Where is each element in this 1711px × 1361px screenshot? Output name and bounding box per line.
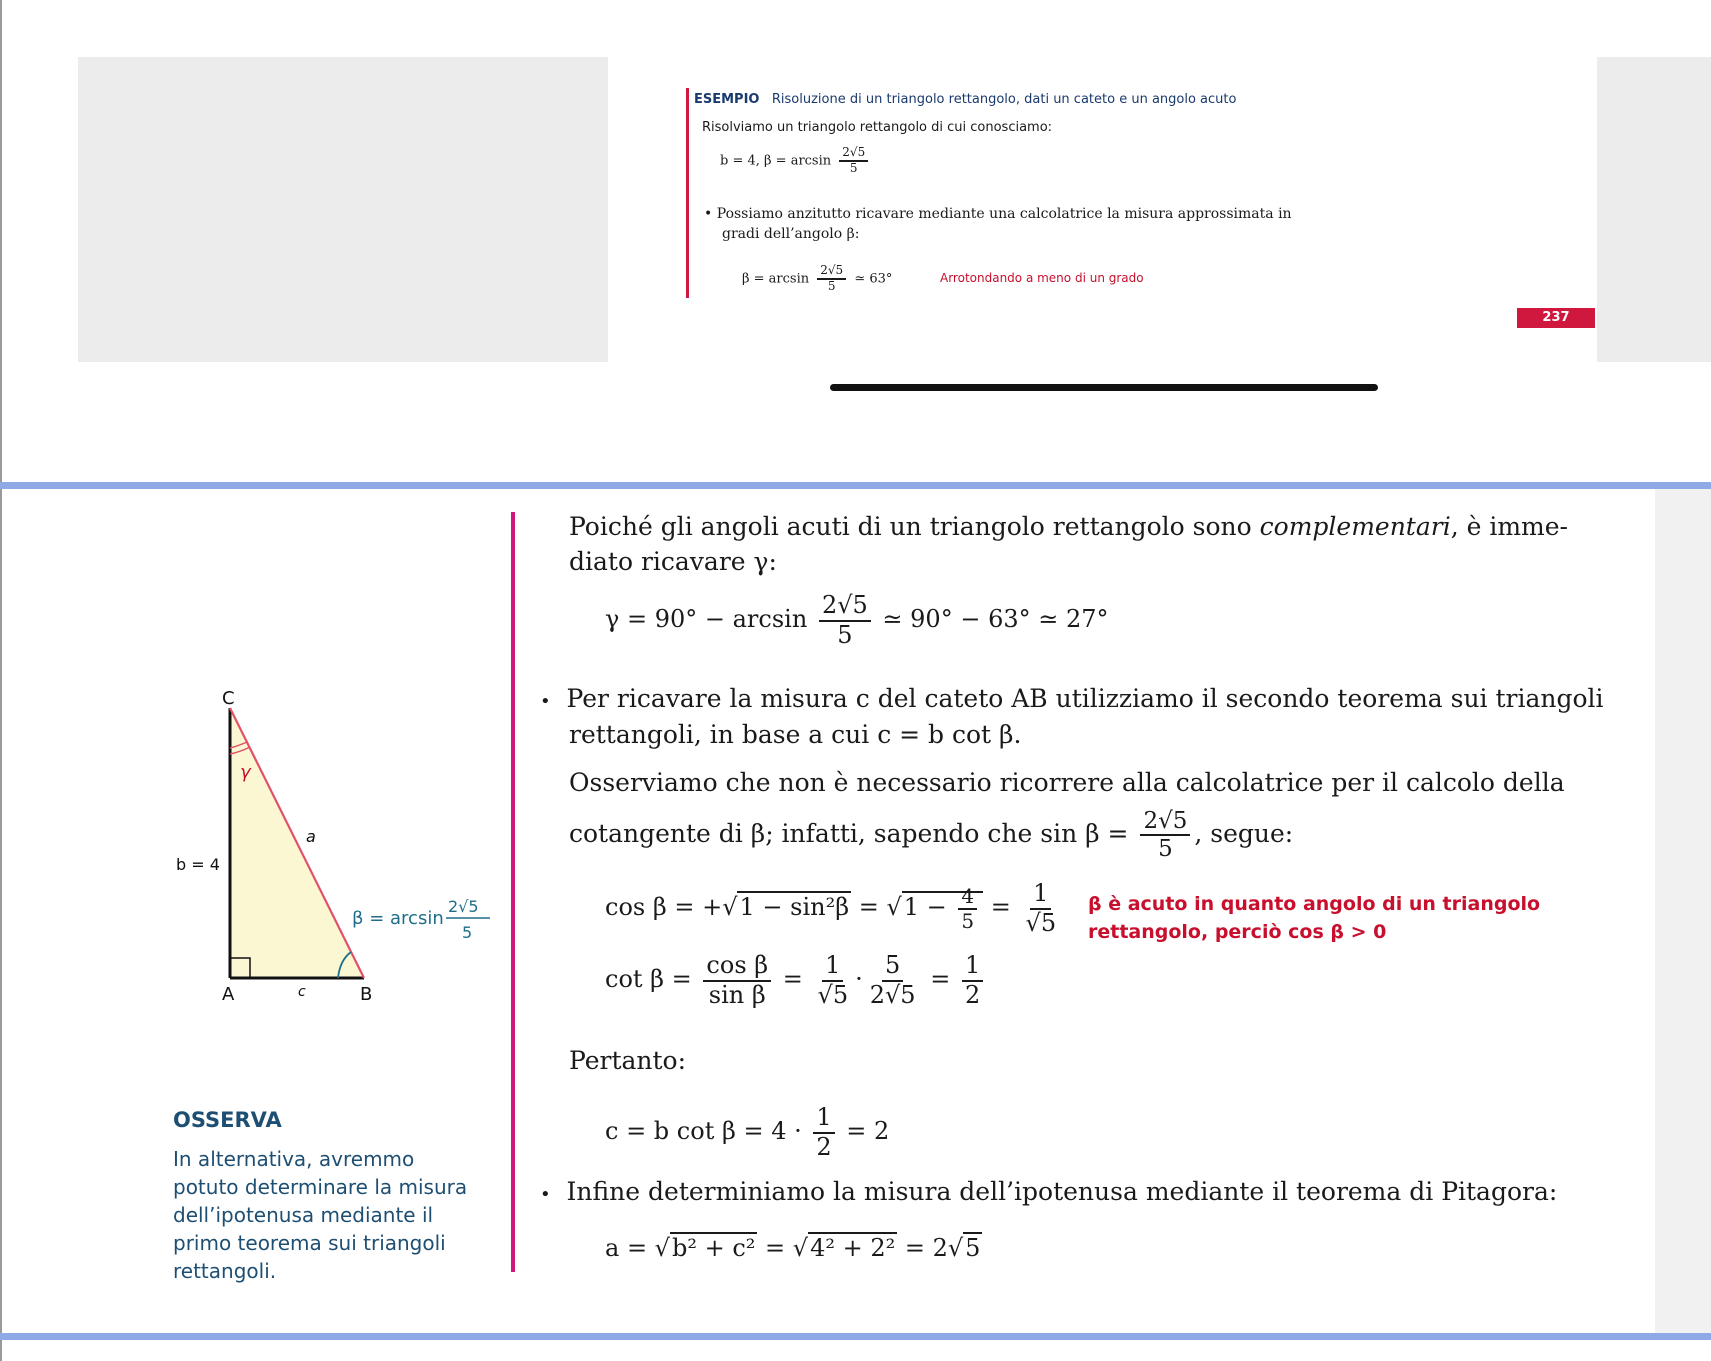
home-indicator-bar[interactable] (830, 384, 1378, 391)
hypotenuse-label: a (306, 827, 316, 846)
cot-f2-den: √5 (817, 980, 849, 1009)
observe-line2-a: cotangente di β; infatti, sapendo che sin β = (569, 818, 1129, 848)
osserva-body (173, 1145, 467, 1285)
para1-emphasis: complementari (1259, 512, 1451, 541)
cot-frac-3 (867, 952, 919, 1009)
cos-inner-fraction (958, 885, 977, 933)
cot-eq-1: = (782, 965, 803, 994)
sin-frac-num: 2√5 (1140, 808, 1190, 836)
c-formula (605, 1104, 889, 1161)
vertex-a-label: A (222, 984, 235, 1005)
side-b-label: b = 4 (176, 855, 220, 874)
cos-result-den: √5 (1025, 908, 1057, 937)
a-root1: b² + c² (671, 1234, 756, 1262)
gamma-frac-den: 5 (837, 620, 853, 649)
osserva-line: rettangoli. (173, 1259, 277, 1283)
side-c-label: c (298, 984, 306, 1000)
a-eq-1: = (765, 1234, 786, 1262)
cos-result-num: 1 (1030, 880, 1051, 910)
c-lhs: c = b cot β = 4 · (605, 1117, 802, 1146)
top-bullet-line-1: Possiamo anzitutto ricavare mediante una calcolatrice la misura approssimata in (716, 206, 1292, 222)
page-number-badge: 237 (1517, 308, 1595, 328)
observe-line2-b: , segue: (1194, 818, 1294, 848)
cos-eq-1: = (858, 893, 879, 922)
a-rhs: = 2 (904, 1234, 948, 1262)
given-lhs: b = 4, β = arcsin (720, 153, 832, 169)
bullet2-line2: rettangoli, in base a cui c = b cot β. (569, 720, 1022, 749)
top-bullet: • Possiamo anzitutto ricavare mediante una calcolatrice la misura approssimata in (704, 206, 1292, 222)
gamma-rhs: ≃ 90° − 63° ≃ 27° (882, 605, 1109, 634)
next-page-thumbnail[interactable] (1597, 57, 1711, 362)
top-formula-lhs: β = arcsin (742, 271, 810, 287)
top-frac-den: 5 (827, 278, 836, 293)
given-data (720, 146, 872, 176)
top-formula-rhs: ≃ 63° (854, 271, 893, 287)
example-heading (694, 92, 1236, 107)
osserva-title: OSSERVA (173, 1108, 282, 1132)
paragraph-complementary (569, 510, 1568, 544)
a-lhs: a = (605, 1234, 648, 1262)
cos-root2-a: 1 − (903, 893, 947, 922)
page-separator-bottom (0, 1333, 1711, 1340)
cot-f4-num: 1 (962, 952, 983, 982)
osserva-line: In alternativa, avremmo (173, 1147, 415, 1171)
osserva-line: dell’ipotenusa mediante il (173, 1203, 434, 1227)
bullet3-text: Infine determiniamo la misura dell’ipotenusa mediante il teorema di Pitagora: (566, 1177, 1558, 1206)
beta-label: β = arcsin (352, 908, 444, 929)
vertex-c-label: C (222, 690, 235, 709)
osserva-line: potuto determinare la misura (173, 1175, 468, 1199)
bullet-cot-theorem (540, 682, 1604, 719)
cot-frac-1 (703, 952, 771, 1009)
gamma-lhs: γ = 90° − arcsin (605, 605, 808, 634)
example-tag: ESEMPIO (694, 92, 760, 107)
cot-eq-2: = (930, 965, 951, 994)
cot-f1-den: sin β (708, 980, 766, 1009)
given-frac-den: 5 (849, 160, 858, 175)
a-root2: 4² + 2² (810, 1234, 896, 1262)
given-frac-num: 2√5 (839, 146, 868, 162)
main-magenta-bar (511, 512, 515, 1272)
para1-text-a: Poiché gli angoli acuti di un triangolo rettangolo sono (569, 512, 1260, 541)
cos-inner-den: 5 (961, 908, 975, 933)
example-intro: Risolviamo un triangolo rettangolo di cui conosciamo: (702, 120, 1053, 135)
cos-root1: 1 − sin²β (739, 893, 850, 922)
cot-f3-num: 5 (882, 952, 903, 982)
cot-f1-num: cos β (703, 952, 771, 982)
cot-lhs: cot β = (605, 965, 692, 994)
example-title: Risoluzione di un triangolo rettangolo, dati un cateto e un angolo acuto (771, 92, 1237, 107)
cos-result-fraction (1023, 880, 1060, 937)
cot-f2-num: 1 (822, 952, 843, 982)
bullet2-line1: Per ricavare la misura c del cateto AB utilizziamo il secondo teorema sui triangoli (566, 684, 1604, 713)
cos-root2 (902, 883, 983, 933)
a-formula: a = √b² + c² = √4² + 2² = 2√5 (605, 1234, 981, 1262)
cot-frac-2 (815, 952, 852, 1009)
cos-inner-num: 4 (958, 885, 977, 910)
right-margin-strip (1655, 489, 1711, 1333)
observe-line2 (569, 808, 1293, 863)
para1-text-b: , è imme- (1450, 512, 1569, 541)
cot-frac-4 (962, 952, 983, 1009)
cos-lhs: cos β = + (605, 893, 723, 922)
cot-formula: cot β = $\frac{\text{cos β}}{\text{sin β}}$ = $\frac{1}{√5}$ · $\frac{5}{2√5}$ = $\frac{1}{2}$ (605, 952, 987, 1009)
osserva-line: primo teorema sui triangoli (173, 1231, 446, 1255)
pertanto-label: Pertanto: (569, 1046, 687, 1075)
c-rhs: = 2 (846, 1117, 890, 1146)
c-frac-den: 2 (816, 1132, 832, 1161)
right-triangle-figure (160, 690, 510, 1020)
gamma-formula (605, 592, 1109, 649)
c-frac-num: 1 (813, 1104, 834, 1134)
beta-frac-num: 2√5 (448, 897, 479, 916)
cot-f3-den: 2√5 (869, 980, 916, 1009)
paragraph-complementary-line2: diato ricavare γ: (569, 547, 777, 576)
top-formula-fraction (817, 264, 846, 294)
top-frac-num: 2√5 (817, 264, 846, 280)
gamma-fraction (819, 592, 871, 649)
sin-fraction (1140, 808, 1190, 863)
given-fraction (839, 146, 868, 176)
a-root3: 5 (965, 1234, 981, 1262)
bullet-dot: • (540, 1184, 551, 1205)
gamma-label: γ (240, 762, 251, 783)
previous-page-thumbnail[interactable] (78, 57, 608, 362)
observe-line1: Osserviamo che non è necessario ricorrere alla calcolatrice per il calcolo della (569, 768, 1565, 797)
top-formula (742, 264, 892, 294)
window-edge (0, 0, 2, 1361)
top-rounding-note: Arrotondando a meno di un grado (940, 271, 1144, 285)
example-red-bar (686, 88, 689, 298)
gamma-frac-num: 2√5 (819, 592, 871, 622)
cos-note-line1: β è acuto in quanto angolo di un triangolo (1088, 893, 1541, 915)
beta-frac-den: 5 (462, 923, 473, 942)
top-bullet-line-2: gradi dell’angolo β: (722, 226, 860, 242)
bullet-pitagora (540, 1175, 1557, 1212)
cos-eq-2: = (990, 893, 1011, 922)
bullet-dot: • (540, 691, 551, 712)
cos-note-line2: rettangolo, perciò cos β > 0 (1088, 921, 1387, 943)
c-fraction (813, 1104, 834, 1161)
page-separator-top (0, 482, 1711, 489)
cot-f4-den: 2 (964, 980, 981, 1009)
cos-formula: cos β = +√1 − sin²β = √1 − $\frac{4}{5}$ = $\frac{1}{√5}$ (605, 880, 1063, 937)
vertex-b-label: B (360, 984, 373, 1005)
sin-frac-den: 5 (1158, 836, 1173, 863)
